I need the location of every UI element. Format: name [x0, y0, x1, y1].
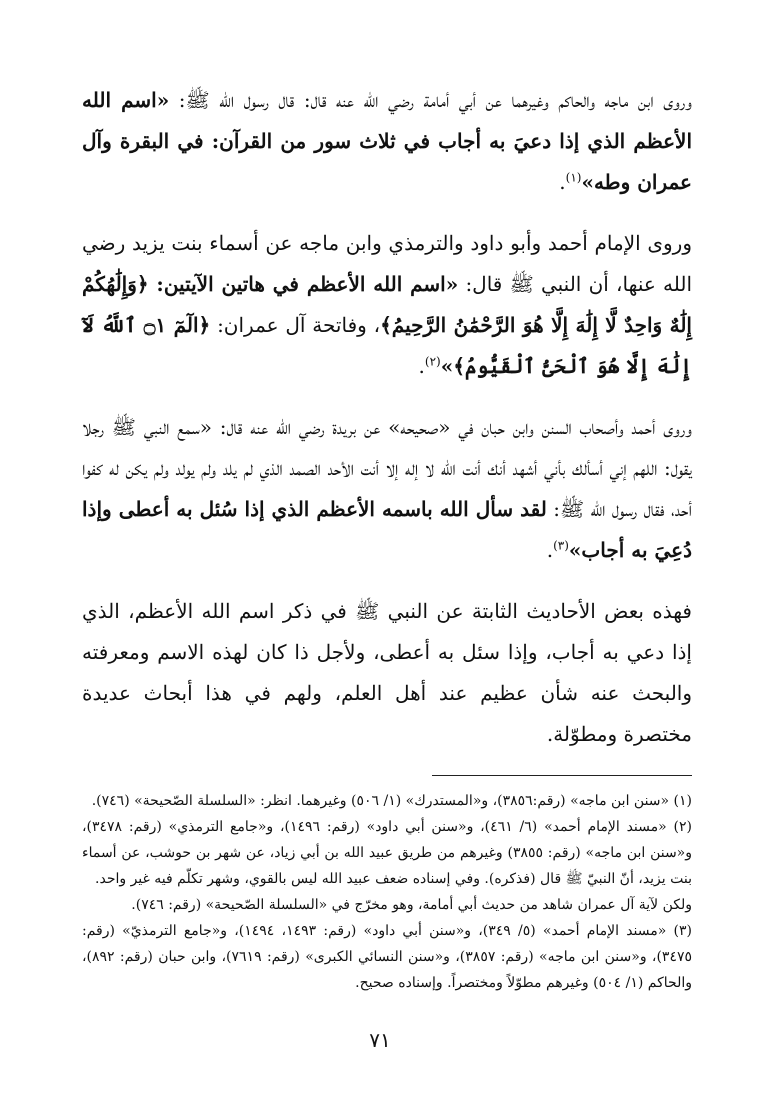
- footnote-2: (٢) «مسند الإمام أحمد» (٦/ ٤٦١)، و«سنن أبي داود» (رقم: ١٤٩٦)، و«جامع الترمذي» (رقم: ٣٤٧٨)، و«سنن ابن ماجه» (رقم: ٣٨٥٥) وغيرهم من طريق عبيد الله بن أبي زياد، عن شهر بن حوشب، عن أسماء بنت يزيد، أنّ النبيّ ﷺ قال (فذكره). وفي إسناده ضعف عبيد الله ليس بالقوي، وشهر تكلّم فيه غير واحد.: [82, 819, 693, 887]
- footnote-2-continued: ولكن لآية آل عمران شاهد من حديث أبي أمامة، وهو مخرّج في «السلسلة الصّحيحة» (رقم: ٧٤٦).: [131, 897, 692, 913]
- paragraph-3: [82, 407, 692, 571]
- paragraph-text: .: [418, 354, 425, 378]
- footnote-separator: [432, 775, 692, 776]
- footnote-3: (٣) «مسند الإمام أحمد» (٥/ ٣٤٩)، و«سنن أبي داود» (رقم: ١٤٩٣، ١٤٩٤)، و«جامع الترمذيّ» (رقم: ٣٤٧٥)، و«سنن ابن ماجه» (رقم: ٣٨٥٧)، و«سنن النسائي الكبرى» (رقم: ٧٦١٩)، وابن حبان (رقم: ٨٩٢)، والحاكم (١/ ٥٠٤) وغيرهم مطوّلاً ومختصراً. وإسناده صحيح.: [82, 923, 693, 991]
- footnote-ref[interactable]: (٣): [553, 538, 569, 553]
- hadith-quote: لقد سأل الله باسمه الأعظم الذي إذا سُئل به أعطى وإذا دُعِيَ به أجاب»: [82, 497, 692, 562]
- hadith-quote: «اسم الله الأعظم الذي إذا دعيَ به أجاب في ثلاث سور من القرآن: في البقرة وآل عمران وطه»: [82, 88, 692, 194]
- paragraph-text: .: [546, 538, 554, 562]
- footnote-1: (١) «سنن ابن ماجه» (رقم:٣٨٥٦)، و«المستدرك» (١/ ٥٠٦) وغيرهما. انظر: «السلسلة الصّحيحة» (٧٤٦).: [91, 793, 692, 809]
- paragraph-text: فهذه بعض الأحاديث الثابتة عن النبي ﷺ في ذكر اسم الله الأعظم، الذي إذا دعي به أجاب، وإذا سئل به أعطى، ولأجل ذا كان لهذه الاسم ومعرفته والبحث عنه شأن عظيم عند أهل العلم، ولهم في هذا أبحاث عديدة مختصرة ومطوّلة.: [82, 599, 692, 746]
- page-number: ٧١: [369, 1028, 391, 1052]
- footnote-ref[interactable]: (٢): [424, 354, 441, 369]
- paragraph-text: ، وفاتحة آل عمران:: [210, 313, 381, 337]
- paragraph-text: وروى ابن ماجه والحاكم وغيرهما عن أبي أمامة رضي الله عنه قال: قال رسول الله ﷺ:: [169, 88, 692, 112]
- footnote-ref[interactable]: (١): [565, 170, 582, 185]
- paragraph-2: [82, 223, 692, 387]
- paragraph-4: [82, 591, 692, 755]
- paragraph-text: وروى الإمام أحمد وأبو داود والترمذي وابن ماجه عن أسماء بنت يزيد رضي الله عنها، أن النبي ﷺ قال:: [82, 231, 693, 296]
- paragraph-text: وروى أحمد وأصحاب السنن وابن حبان في «صحيحه» عن بريدة رضي الله عنه قال: «سمع النبي ﷺ رجلا يقول: اللهم إني أسألك بأني أشهد أنك أنت الله لا إله إلا أنت الأحد الصمد الذي لم يلد ولم يولد ولم يكن له كفوا أحد، فقال رسول الله ﷺ:: [82, 415, 692, 521]
- hadith-quote: «اسم الله الأعظم في هاتين الآيتين: ﴿وَإِلَٰهُكُمْ إِلَٰهٌ وَاحِدٌ لَّا إِلَٰهَ إِلَّا هُوَ الرَّحْمَٰنُ الرَّحِيمُ﴾: [82, 272, 692, 337]
- paragraph-text: .: [559, 170, 566, 194]
- paragraph-1: [82, 80, 692, 203]
- quran-verse: ﴿الٓمٓ ۝١ ٱللَّهُ لَآ إِلَٰهَ إِلَّا هُوَ ٱلْحَىُّ ٱلْقَيُّومُ﴾»: [82, 313, 692, 378]
- page-body: [82, 80, 692, 996]
